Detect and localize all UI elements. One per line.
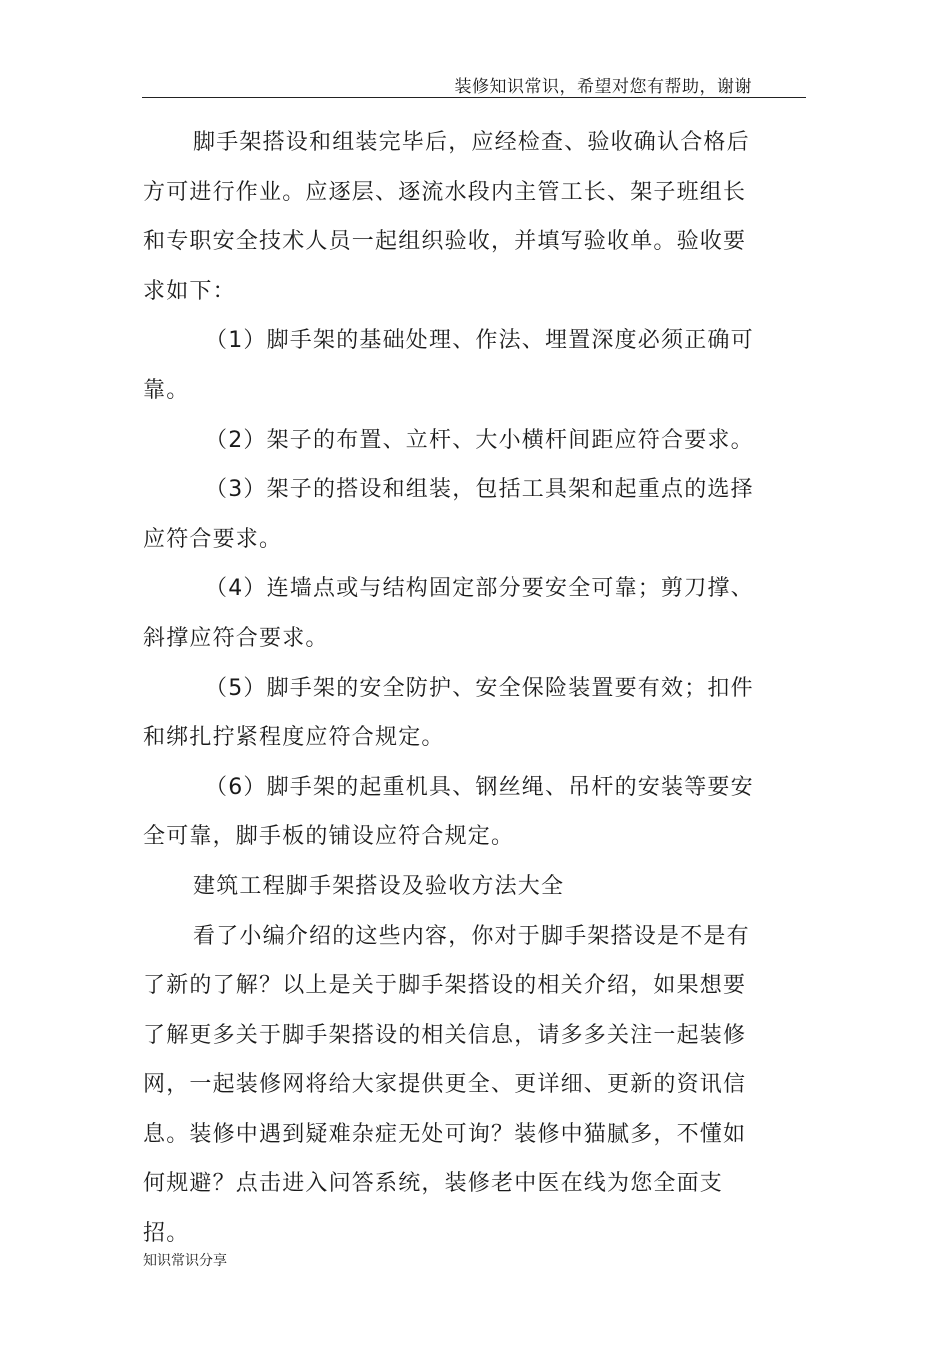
requirement-item-4: （4）连墙点或与结构固定部分要安全可靠；剪刀撑、斜撑应符合要求。 bbox=[143, 576, 754, 651]
requirement-item-6: （6）脚手架的起重机具、钢丝绳、吊杆的安装等要安全可靠，脚手板的铺设应符合规定。 bbox=[143, 774, 754, 850]
header-divider bbox=[142, 97, 806, 98]
requirement-item-1: （1）脚手架的基础处理、作法、埋置深度必须正确可靠。 bbox=[143, 328, 754, 403]
page-footer: 知识常识分享 bbox=[143, 1253, 227, 1269]
requirement-item-2: （2）架子的布置、立杆、大小横杆间距应符合要求。 bbox=[205, 427, 754, 453]
section-title: 建筑工程脚手架搭设及验收方法大全 bbox=[193, 873, 565, 899]
requirement-item-5: （5）脚手架的安全防护、安全保险装置要有效；扣件和绑扎拧紧程度应符合规定。 bbox=[143, 675, 754, 751]
page-header: 装修知识常识，希望对您有帮助，谢谢 bbox=[454, 77, 752, 97]
intro-paragraph: 脚手架搭设和组装完毕后，应经检查、验收确认合格后方可进行作业。应逐层、逐流水段内主管工长、架子班组长和专职安全技术人员一起组织验收，并填写验收单。验收要求如下： bbox=[143, 130, 750, 304]
closing-paragraph: 看了小编介绍的这些内容，你对于脚手架搭设是不是有了新的了解？以上是关于脚手架搭设的相关介绍，如果想要了解更多关于脚手架搭设的相关信息，请多多关注一起装修网，一起装修网将给大家提供更全、更详细、更新的资讯信息。装修中遇到疑难杂症无处可询？装修中猫腻多，不懂如何规避？点击进入问答系统，装修老中医在线为您全面支招。 bbox=[143, 923, 750, 1247]
requirement-item-3: （3）架子的搭设和组装，包括工具架和起重点的选择应符合要求。 bbox=[143, 477, 754, 552]
document-body bbox=[143, 118, 763, 1259]
